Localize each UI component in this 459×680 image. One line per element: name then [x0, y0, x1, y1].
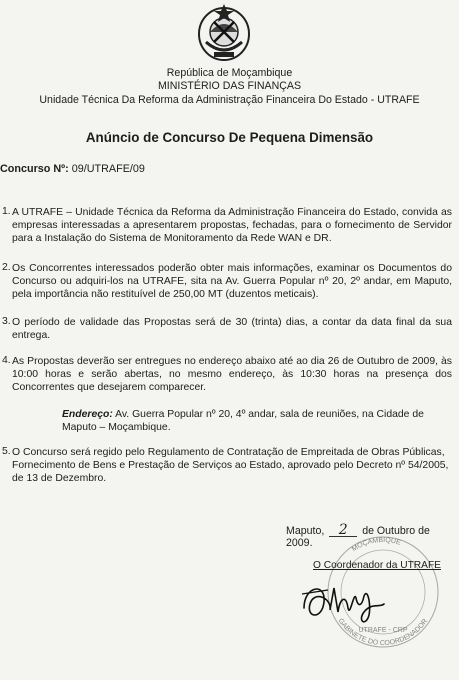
item-number: 4.	[2, 355, 11, 366]
handwritten-signature	[298, 568, 388, 628]
header-unit: Unidade Técnica Da Reforma da Administração Financeira Do Estado - UTRAFE	[39, 94, 420, 106]
signoff-city: Maputo,	[286, 525, 325, 537]
header-republic: República de Moçambique	[166, 67, 293, 79]
list-item: As Propostas deverão ser entregues no endereço abaixo até ao dia 26 de Outubro de 2009, às 10:00 horas e serão abertas, no mesmo endereço, às 10:30 horas na presença dos Concorrentes que desejarem comparecer.	[12, 356, 452, 394]
item-number: 5.	[2, 446, 11, 457]
stamp-top-text: MOÇAMBIQUE	[350, 536, 402, 554]
item-number: 2.	[2, 262, 11, 273]
mozambique-emblem-icon	[196, 2, 252, 62]
address-text: Av. Guerra Popular nº 20, 4º andar, sala de reuniões, na Cidade de Maputo – Moçambique.	[62, 409, 424, 434]
header-ministry: MINISTÉRIO DAS FINANÇAS	[157, 80, 302, 92]
address-label: Endereço:	[62, 409, 113, 420]
stamp-bottom-text: UTRAFE - CRP	[358, 627, 408, 634]
list-item: O período de validade das Propostas será de 30 (trinta) dias, a contar da data final da sua entrega.	[12, 317, 452, 342]
concurso-reference	[0, 163, 145, 175]
address-block	[62, 408, 452, 434]
stamp-ring-text: GABINETE DO COORDENADOR	[336, 617, 430, 648]
item-number: 1.	[2, 206, 11, 217]
signoff-day: 2	[329, 525, 357, 537]
list-item: Os Concorrentes interessados poderão obter mais informações, examinar os Documentos do Concurso ou adquiri-los na UTRAFE, sita na Av. Guerra Popular nº 20, 2º andar, em Maputo, pela importância não restituível de 250,00 MT (duzentos meticais).	[12, 263, 452, 301]
concurso-value: 09/UTRAFE/09	[71, 163, 145, 175]
list-item: O Concurso será regido pelo Regulamento de Contratação de Empreitada de Obras Públicas, Fornecimento de Bens e Prestação de Serviços ao Estado, aprovado pelo Decreto nº 54/2005, de 13 de Dezembro.	[12, 447, 449, 485]
page-title: Anúncio de Concurso De Pequena Dimensão	[85, 130, 374, 145]
item-number: 3.	[2, 316, 11, 327]
signoff-role: O Coordenador da UTRAFE	[313, 560, 441, 571]
signoff-date	[286, 522, 459, 549]
concurso-label: Concurso Nº:	[0, 163, 69, 175]
list-item: A UTRAFE – Unidade Técnica da Reforma da Administração Financeira do Estado, convida as empresas interessadas a apresentarem propostas, fechadas, para o fornecimento de Servidor para a Instalação do Sistema de Monitoramento da Rede WAN e DR.	[12, 207, 452, 245]
signoff-rest: de Outubro de 2009.	[286, 525, 430, 549]
